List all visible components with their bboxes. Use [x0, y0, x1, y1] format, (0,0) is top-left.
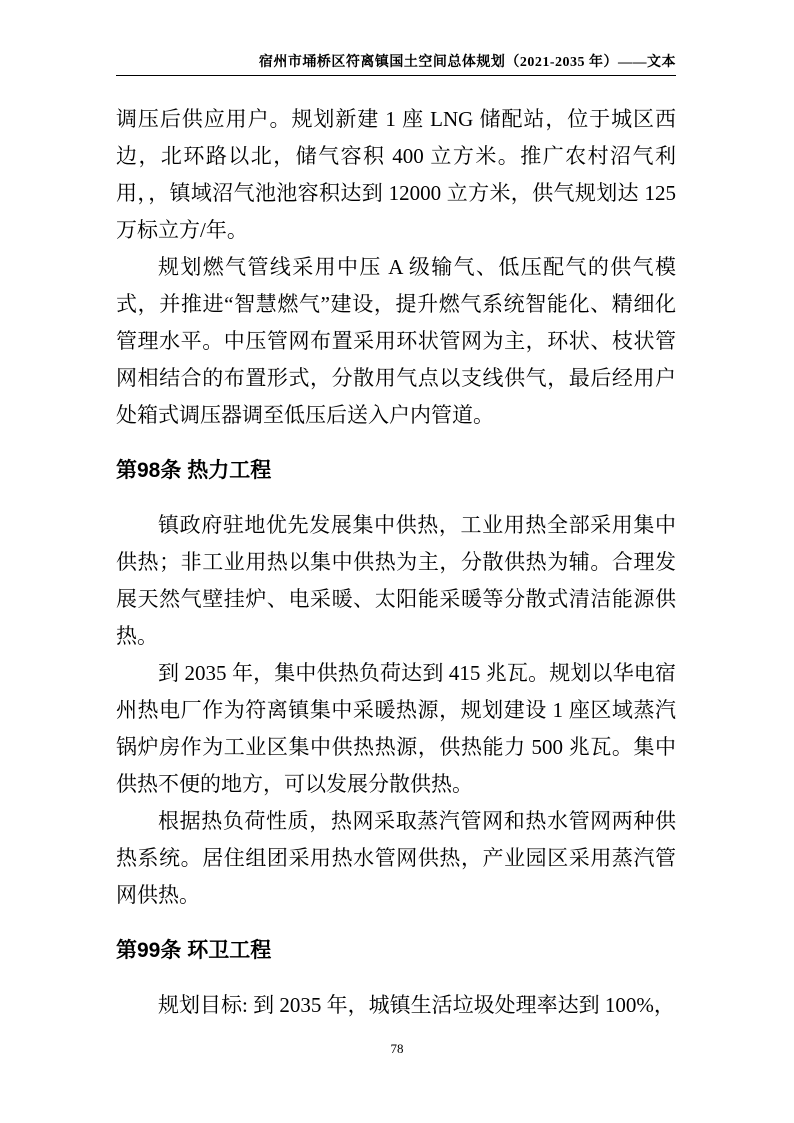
page-footer — [0, 1040, 794, 1058]
section-heading-article-98: 第98条 热力工程 — [116, 459, 272, 482]
header-title: 宿州市埇桥区符离镇国土空间总体规划（2021-2035 年）——文本 — [258, 55, 676, 70]
paragraph-heating-load-2035: 到 2035 年，集中供热负荷达到 415 兆瓦。规划以华电宿州热电厂作为符离镇集中采暖热源，规划建设 1 座区域蒸汽锅炉房作为工业区集中供热热源，供热能力 500 兆瓦。集中供热不便的地方，可以发展分散供热。 — [116, 661, 676, 796]
paragraph-central-heating-policy: 镇政府驻地优先发展集中供热，工业用热全部采用集中供热；非工业用热以集中供热为主，分散供热为辅。合理发展天然气壁挂炉、电采暖、太阳能采暖等分散式清洁能源供热。 — [116, 513, 676, 648]
paragraph-gas-pipeline-plan: 规划燃气管线采用中压 A 级输气、低压配气的供气模式，并推进“智慧燃气”建设，提升燃气系统智能化、精细化管理水平。中压管网布置采用环状管网为主，环状、枝状管网相结合的布置形式，分散用气点以支线供气，最后经用户处箱式调压器调至低压后送入户内管道。 — [116, 255, 676, 427]
paragraph-heating-network-types: 根据热负荷性质，热网采取蒸汽管网和热水管网两种供热系统。居住组团采用热水管网供热，产业园区采用蒸汽管网供热。 — [116, 809, 676, 907]
paragraph-sanitation-goal: 规划目标: 到 2035 年，城镇生活垃圾处理率达到 100%， — [158, 993, 675, 1017]
page-number: 78 — [390, 1041, 404, 1056]
paragraph-gas-supply-continuation: 调压后供应用户。规划新建 1 座 LNG 储配站，位于城区西边，北环路以北，储气容积 400 立方米。推广农村沼气利用，，镇域沼气池池容积达到 12000 立方米，供气规划达 125 万标立方/年。 — [116, 107, 676, 242]
section-heading-article-99: 第99条 环卫工程 — [116, 939, 272, 962]
page-header — [116, 55, 676, 76]
document-body — [116, 76, 676, 1024]
